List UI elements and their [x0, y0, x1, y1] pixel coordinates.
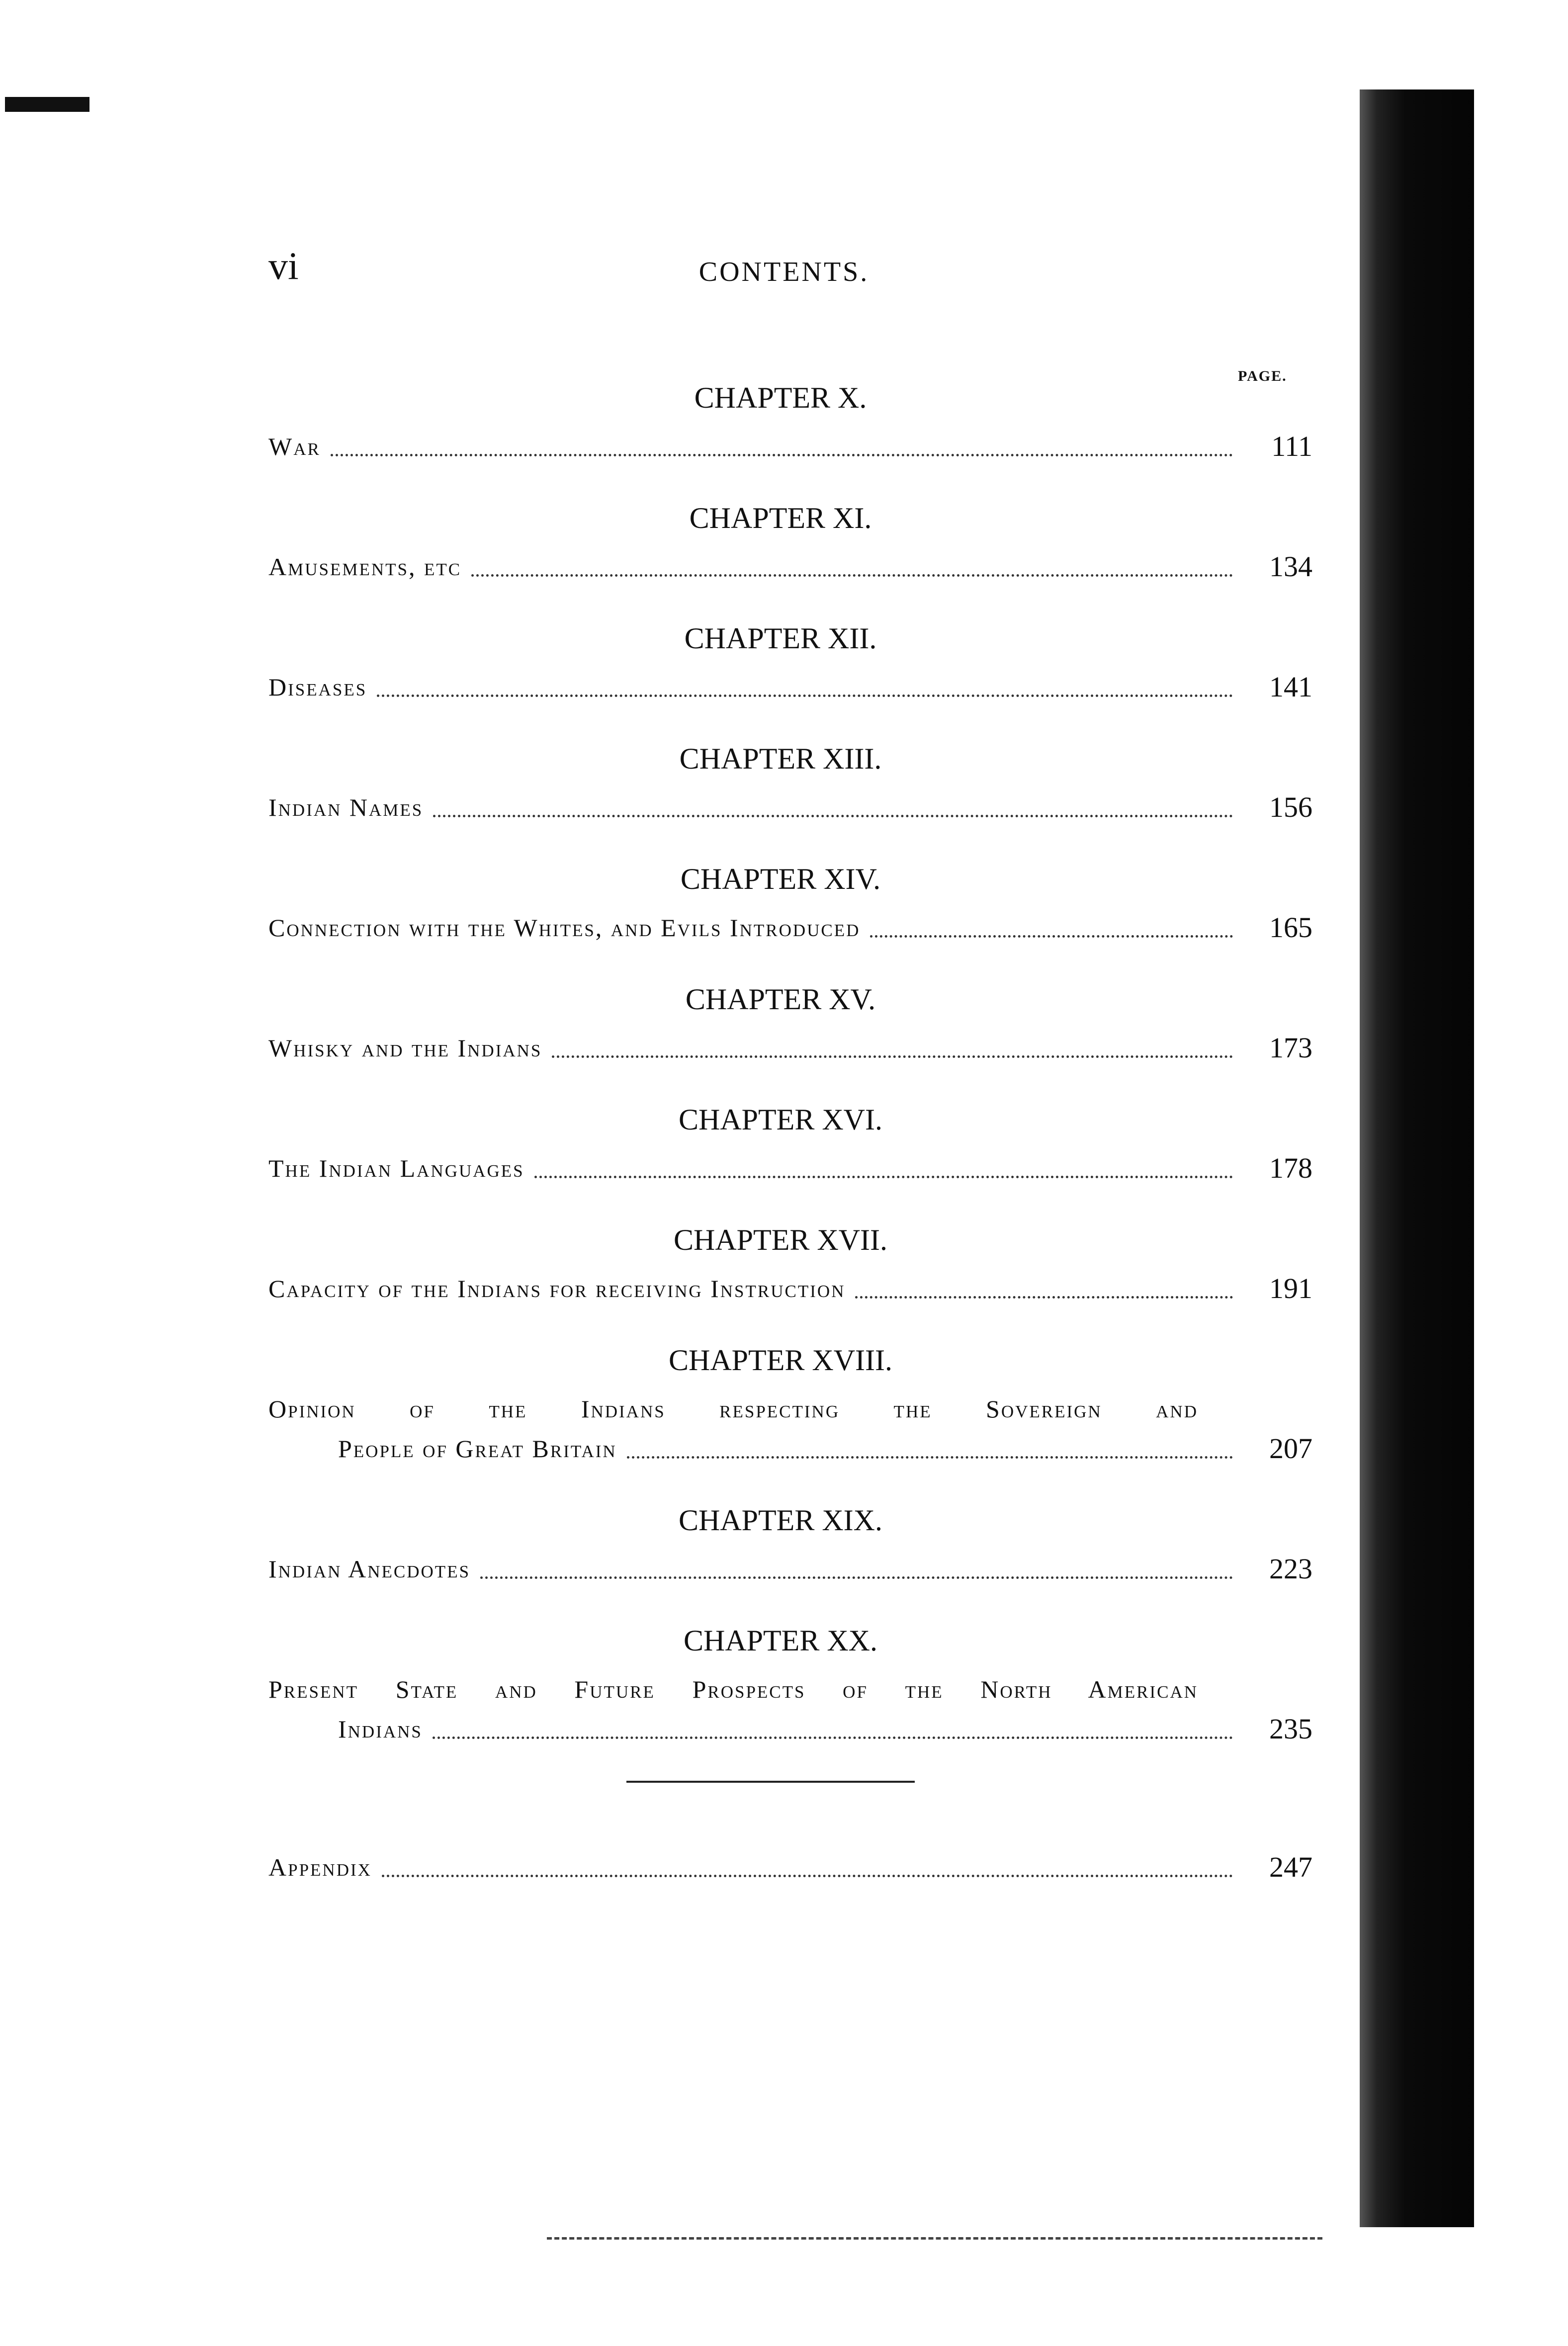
chapter-title-line-2: Indians: [338, 1715, 423, 1743]
chapter-heading: CHAPTER XII.: [684, 622, 877, 655]
chapter-page-number: 134: [1269, 550, 1312, 583]
chapter-entry: [268, 1220, 1312, 1308]
chapter-entry: [268, 618, 1312, 707]
chapter-title: Diseases: [268, 673, 367, 701]
chapter-page-number: 178: [1269, 1152, 1312, 1184]
chapter-heading: CHAPTER XX.: [683, 1624, 878, 1657]
page-number: vi: [268, 244, 299, 287]
chapter-heading: CHAPTER XI.: [689, 502, 872, 534]
dot-leader: [627, 1456, 1233, 1459]
page-column-label: PAGE.: [1238, 368, 1287, 384]
toc-line[interactable]: [268, 1709, 1312, 1749]
chapter-title: Indian Names: [268, 793, 424, 821]
chapter-title: Capacity of the Indians for receiving Instruction: [268, 1275, 846, 1303]
chapter-entry: [268, 1340, 1312, 1469]
dot-leader: [480, 1576, 1233, 1579]
dot-leader: [433, 1737, 1233, 1739]
chapter-heading: CHAPTER XIX.: [678, 1504, 882, 1537]
chapter-heading: CHAPTER XVIII.: [669, 1344, 892, 1377]
toc-line[interactable]: [268, 787, 1312, 827]
toc-line[interactable]: [268, 427, 1312, 466]
chapter-title: The Indian Languages: [268, 1154, 524, 1182]
toc-line[interactable]: [268, 1028, 1312, 1068]
chapter-entry: [268, 739, 1312, 827]
chapter-page-number: 156: [1269, 791, 1312, 823]
chapter-heading: CHAPTER XIII.: [679, 742, 882, 775]
dot-leader: [382, 1875, 1233, 1877]
table-of-contents: [268, 378, 1312, 1887]
dot-leader: [433, 815, 1233, 817]
dot-leader: [534, 1176, 1233, 1178]
appendix-line[interactable]: [268, 1847, 1312, 1887]
chapter-entry: [268, 1100, 1312, 1188]
toc-line[interactable]: [268, 1269, 1312, 1308]
chapter-heading: CHAPTER XIV.: [680, 863, 881, 895]
chapter-heading: CHAPTER X.: [694, 381, 867, 414]
chapter-page-number: 165: [1269, 911, 1312, 944]
scan-binding-shadow: [1360, 89, 1474, 2227]
appendix-title: Appendix: [268, 1853, 372, 1881]
chapter-title: Amusements, etc: [268, 553, 462, 581]
chapter-page-number: 141: [1269, 671, 1312, 703]
chapter-page-number: 223: [1269, 1553, 1312, 1585]
chapter-title-line-1[interactable]: Opinion of the Indians respecting the Sovereign and: [268, 1395, 1198, 1423]
appendix-page-number: 247: [1269, 1851, 1312, 1883]
chapter-title-line-1[interactable]: Present State and Future Prospects of the North American: [268, 1675, 1198, 1703]
section-divider: [626, 1781, 915, 1783]
dot-leader: [870, 935, 1233, 938]
chapter-entry: [268, 1500, 1312, 1589]
chapter-page-number: 111: [1271, 430, 1312, 462]
dot-leader: [377, 695, 1233, 697]
toc-line[interactable]: [268, 908, 1312, 948]
toc-line[interactable]: [268, 1148, 1312, 1188]
chapter-page-number: 235: [1269, 1713, 1312, 1745]
chapter-title: War: [268, 433, 321, 460]
toc-line[interactable]: [268, 1429, 1312, 1469]
toc-line[interactable]: [268, 547, 1312, 587]
chapter-page-number: 191: [1269, 1272, 1312, 1304]
dot-leader: [471, 574, 1233, 577]
chapter-heading: CHAPTER XVI.: [678, 1103, 882, 1136]
dot-leader: [552, 1055, 1233, 1058]
chapter-title: Indian Anecdotes: [268, 1555, 471, 1583]
chapter-title: Whisky and the Indians: [268, 1034, 542, 1062]
chapter-entry: [268, 859, 1312, 948]
chapter-entry: [268, 1621, 1312, 1749]
chapter-heading: CHAPTER XVII.: [674, 1223, 887, 1256]
running-head: CONTENTS.: [698, 257, 870, 287]
scan-artifact-bottom: [547, 2237, 1322, 2243]
chapter-heading: CHAPTER XV.: [685, 983, 876, 1016]
dot-leader: [331, 454, 1233, 456]
chapter-page-number: 173: [1269, 1032, 1312, 1064]
chapter-entry: [268, 498, 1312, 587]
toc-line[interactable]: [268, 667, 1312, 707]
chapter-entry: [268, 378, 1312, 466]
scan-artifact-top: [5, 97, 89, 112]
chapter-entry: [268, 979, 1312, 1068]
chapter-title: Connection with the Whites, and Evils Introduced: [268, 914, 861, 942]
chapter-title-line-2: People of Great Britain: [338, 1435, 617, 1463]
chapter-page-number: 207: [1269, 1432, 1312, 1465]
toc-line[interactable]: [268, 1549, 1312, 1589]
dot-leader: [855, 1296, 1233, 1299]
